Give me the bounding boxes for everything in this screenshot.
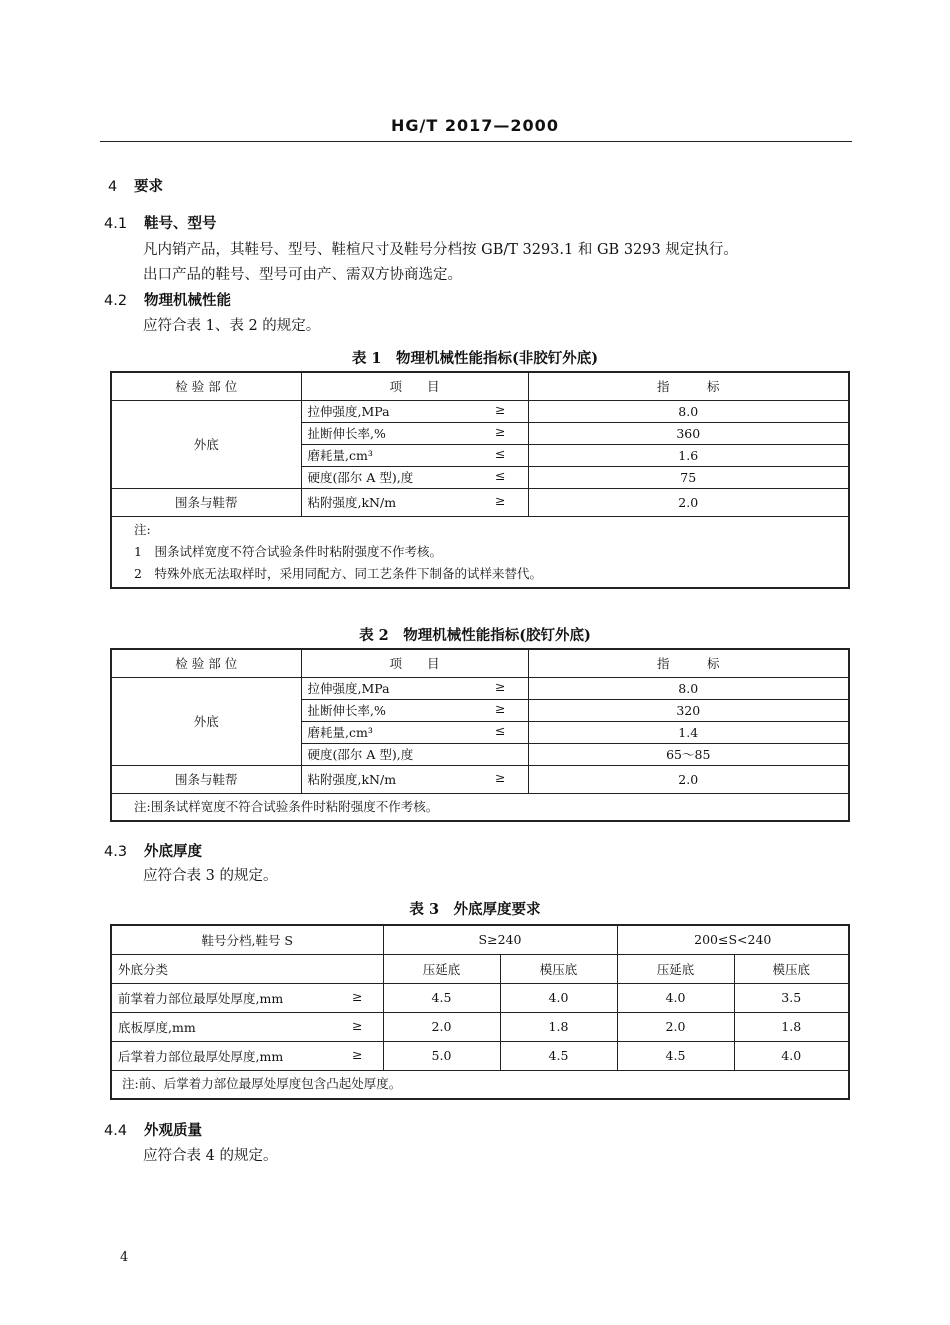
- table-1-item-label: 粘附强度,kN/m: [307, 495, 397, 510]
- section-4-1-para-2: 出口产品的鞋号、型号可由产、需双方协商选定。: [143, 267, 462, 283]
- section-4-1-title: 鞋号、型号: [144, 215, 217, 232]
- table-3-label-text: 前掌着力部位最厚处厚度,mm: [118, 990, 284, 1006]
- table-1-note-2: 2 特殊外底无法取样时，采用同配方、同工艺条件下制备的试样来替代。: [134, 565, 542, 581]
- table-2-value: 2.0: [528, 765, 849, 793]
- section-4-1-heading: [104, 212, 217, 233]
- table-3-cell: 1.8: [734, 1012, 849, 1041]
- table-3-note: 注:前、后掌着力部位最厚处厚度包含凸起处厚度。: [111, 1070, 849, 1099]
- table-3-cell: 4.5: [383, 983, 500, 1012]
- table-2-item-label: 粘附强度,kN/m: [307, 772, 397, 787]
- section-4-2-number: 4.2: [104, 293, 128, 309]
- table-3-type: 压延底: [617, 954, 734, 983]
- table-3-row-label: [111, 983, 383, 1012]
- table-3-cell: 3.5: [734, 983, 849, 1012]
- table-2-header-item: 项 目: [301, 649, 528, 677]
- table-1-header-value: 指 标: [528, 372, 849, 400]
- section-4-2-para: 应符合表 1、表 2 的规定。: [143, 318, 321, 334]
- table-1-notes: [111, 516, 849, 588]
- table-1-header-part: 检 验 部 位: [111, 372, 301, 400]
- section-4-3-number: 4.3: [104, 844, 128, 860]
- table-2-value: 320: [528, 699, 849, 721]
- table-2-item: [301, 721, 528, 743]
- table-1-value: 75: [528, 466, 849, 488]
- table-3-label-text: 后掌着力部位最厚处厚度,mm: [118, 1048, 284, 1064]
- section-4-2-title: 物理机械性能: [144, 292, 231, 309]
- table-3: [110, 924, 850, 1100]
- table-1-note-label: 注:: [134, 521, 151, 537]
- document-code-header: HG/T 2017—2000: [391, 116, 559, 135]
- header-rule: [100, 141, 852, 142]
- table-3-cell: 4.0: [734, 1041, 849, 1070]
- table-1-item-symbol: ≤: [495, 468, 506, 483]
- table-2-value: 65～85: [528, 743, 849, 765]
- section-4-2-heading: [104, 289, 231, 310]
- table-1-value: 2.0: [528, 488, 849, 516]
- table-3-header-size: 鞋号分档,鞋号 S: [111, 925, 383, 954]
- table-2-item-symbol: ≥: [495, 679, 506, 694]
- table-2-item-label: 磨耗量,cm³: [307, 725, 373, 740]
- table-1-item-symbol: ≥: [495, 402, 506, 417]
- table-3-cell: 2.0: [383, 1012, 500, 1041]
- table-3-type: 模压底: [734, 954, 849, 983]
- table-1-item-symbol: ≤: [495, 446, 506, 461]
- table-3-symbol: ≥: [352, 1046, 363, 1062]
- table-2-item-label: 硬度(邵尔 A 型),度: [307, 747, 414, 762]
- table-3-type: 压延底: [383, 954, 500, 983]
- table-3-symbol: ≥: [352, 1017, 363, 1033]
- table-1-item: [301, 466, 528, 488]
- table-3-cell: 1.8: [500, 1012, 617, 1041]
- table-2-item: [301, 677, 528, 699]
- table-2-group-welt: 围条与鞋帮: [111, 765, 301, 793]
- table-2-item-symbol: ≥: [495, 701, 506, 716]
- table-3-cell: 4.5: [617, 1041, 734, 1070]
- table-1-item: [301, 444, 528, 466]
- table-1-header-item: 项 目: [301, 372, 528, 400]
- table-1: [110, 371, 850, 589]
- table-2: [110, 648, 850, 822]
- table-3-header-range-2: 200≤S<240: [617, 925, 849, 954]
- table-2-item-symbol: ≤: [495, 723, 506, 738]
- table-1-item: [301, 400, 528, 422]
- table-1-item-symbol: ≥: [495, 424, 506, 439]
- table-3-caption: 表 3 外底厚度要求: [409, 901, 541, 918]
- section-4-3-para: 应符合表 3 的规定。: [143, 868, 278, 884]
- table-2-note: 注:围条试样宽度不符合试验条件时粘附强度不作考核。: [111, 793, 849, 821]
- table-2-value: 8.0: [528, 677, 849, 699]
- table-2-item: [301, 699, 528, 721]
- table-3-row-label: 外底分类: [111, 954, 383, 983]
- section-4-1-number: 4.1: [104, 216, 128, 232]
- section-4-4-number: 4.4: [104, 1123, 128, 1139]
- table-1-caption: 表 1 物理机械性能指标(非胶钉外底): [351, 350, 599, 367]
- section-4-3-heading: [104, 840, 202, 861]
- table-2-item-label: 扯断伸长率,%: [307, 703, 386, 718]
- table-2-item: [301, 765, 528, 793]
- table-3-cell: 4.5: [500, 1041, 617, 1070]
- table-2-header-value: 指 标: [528, 649, 849, 677]
- table-2-group-outsole: 外底: [111, 677, 301, 765]
- table-3-cell: 4.0: [617, 983, 734, 1012]
- table-3-type: 模压底: [500, 954, 617, 983]
- table-1-value: 360: [528, 422, 849, 444]
- table-3-cell: 2.0: [617, 1012, 734, 1041]
- table-3-cell: 4.0: [500, 983, 617, 1012]
- section-4-3-title: 外底厚度: [144, 843, 202, 860]
- table-1-value: 1.6: [528, 444, 849, 466]
- section-4-number: 4: [108, 179, 118, 195]
- section-4-heading: [108, 175, 163, 196]
- table-2-value: 1.4: [528, 721, 849, 743]
- section-4-4-para: 应符合表 4 的规定。: [143, 1148, 278, 1164]
- table-2-item-symbol: ≥: [495, 770, 506, 785]
- table-3-row-label: [111, 1041, 383, 1070]
- table-3-row-label: [111, 1012, 383, 1041]
- section-4-title: 要求: [134, 178, 163, 195]
- table-1-item-label: 扯断伸长率,%: [307, 426, 386, 441]
- table-1-item-label: 拉伸强度,MPa: [307, 404, 390, 419]
- table-2-item-label: 拉伸强度,MPa: [307, 681, 390, 696]
- table-1-group-welt: 围条与鞋帮: [111, 488, 301, 516]
- section-4-4-heading: [104, 1119, 202, 1140]
- page-number: 4: [120, 1250, 129, 1265]
- table-2-caption: 表 2 物理机械性能指标(胶钉外底): [359, 627, 591, 644]
- table-1-group-outsole: 外底: [111, 400, 301, 488]
- table-2-item: [301, 743, 528, 765]
- table-3-cell: 5.0: [383, 1041, 500, 1070]
- table-1-note-1: 1 围条试样宽度不符合试验条件时粘附强度不作考核。: [134, 543, 442, 559]
- table-2-header-part: 检 验 部 位: [111, 649, 301, 677]
- table-1-item-label: 磨耗量,cm³: [307, 448, 373, 463]
- table-3-symbol: ≥: [352, 988, 363, 1004]
- table-1-item: [301, 422, 528, 444]
- table-1-item-symbol: ≥: [495, 493, 506, 508]
- table-1-value: 8.0: [528, 400, 849, 422]
- section-4-1-para-1: 凡内销产品，其鞋号、型号、鞋楦尺寸及鞋号分档按 GB/T 3293.1 和 GB 3293 规定执行。: [143, 242, 738, 258]
- table-3-header-range-1: S≥240: [383, 925, 617, 954]
- table-1-item: [301, 488, 528, 516]
- table-3-label-text: 底板厚度,mm: [118, 1019, 196, 1035]
- table-1-item-label: 硬度(邵尔 A 型),度: [307, 470, 414, 485]
- section-4-4-title: 外观质量: [144, 1122, 202, 1139]
